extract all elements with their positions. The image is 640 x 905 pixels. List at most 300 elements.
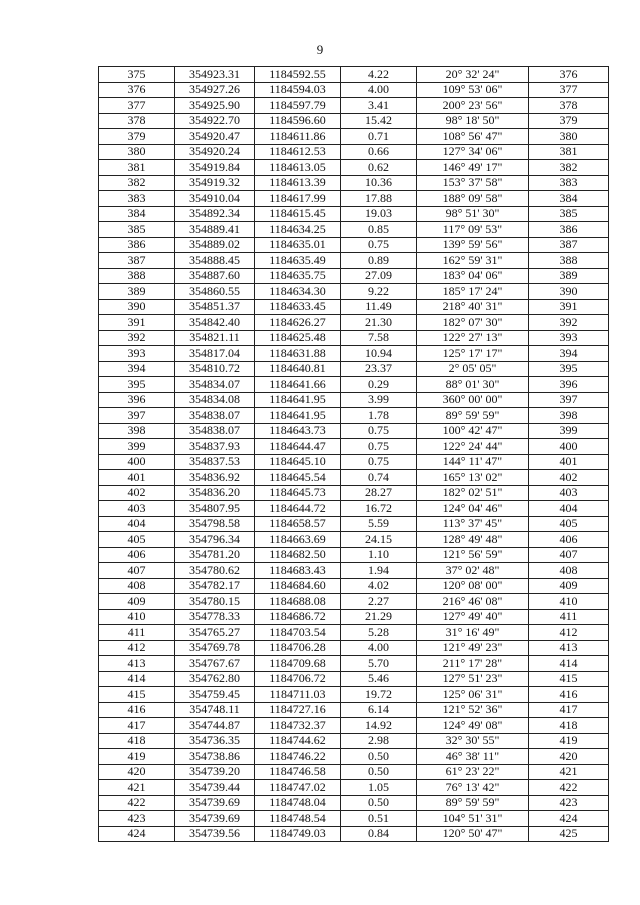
distance-cell: 1.05 [341,780,417,796]
y-coordinate-cell: 1184682.50 [255,547,341,563]
next-point-number-cell: 409 [529,578,609,594]
x-coordinate-cell: 354807.95 [175,501,255,517]
next-point-number-cell: 421 [529,764,609,780]
direction-angle-cell: 125° 06' 31" [417,687,529,703]
y-coordinate-cell: 1184611.86 [255,129,341,145]
x-coordinate-cell: 354834.08 [175,392,255,408]
point-number-cell: 424 [99,826,175,842]
next-point-number-cell: 412 [529,625,609,641]
table-row [99,702,609,718]
distance-cell: 5.70 [341,656,417,672]
y-coordinate-cell: 1184686.72 [255,609,341,625]
direction-angle-cell: 120° 08' 00" [417,578,529,594]
point-number-cell: 407 [99,563,175,579]
table-row [99,501,609,517]
y-coordinate-cell: 1184744.62 [255,733,341,749]
distance-cell: 28.27 [341,485,417,501]
distance-cell: 21.29 [341,609,417,625]
distance-cell: 3.99 [341,392,417,408]
point-number-cell: 376 [99,82,175,98]
point-number-cell: 416 [99,702,175,718]
y-coordinate-cell: 1184645.54 [255,470,341,486]
table-row [99,144,609,160]
next-point-number-cell: 423 [529,795,609,811]
point-number-cell: 375 [99,67,175,83]
x-coordinate-cell: 354798.58 [175,516,255,532]
x-coordinate-cell: 354836.92 [175,470,255,486]
next-point-number-cell: 390 [529,284,609,300]
x-coordinate-cell: 354889.41 [175,222,255,238]
next-point-number-cell: 413 [529,640,609,656]
point-number-cell: 402 [99,485,175,501]
y-coordinate-cell: 1184612.53 [255,144,341,160]
direction-angle-cell: 185° 17' 24" [417,284,529,300]
direction-angle-cell: 153° 37' 58" [417,175,529,191]
direction-angle-cell: 139° 59' 56" [417,237,529,253]
direction-angle-cell: 122° 27' 13" [417,330,529,346]
distance-cell: 2.27 [341,594,417,610]
distance-cell: 0.29 [341,377,417,393]
point-number-cell: 412 [99,640,175,656]
y-coordinate-cell: 1184613.05 [255,160,341,176]
next-point-number-cell: 416 [529,687,609,703]
direction-angle-cell: 121° 52' 36" [417,702,529,718]
y-coordinate-cell: 1184641.66 [255,377,341,393]
coordinates-table [98,66,609,842]
table-row [99,764,609,780]
next-point-number-cell: 398 [529,408,609,424]
point-number-cell: 399 [99,439,175,455]
point-number-cell: 394 [99,361,175,377]
y-coordinate-cell: 1184643.73 [255,423,341,439]
x-coordinate-cell: 354910.04 [175,191,255,207]
distance-cell: 0.50 [341,764,417,780]
table-row [99,687,609,703]
table-row [99,485,609,501]
table-row [99,67,609,83]
distance-cell: 7.58 [341,330,417,346]
table-row [99,113,609,129]
next-point-number-cell: 417 [529,702,609,718]
x-coordinate-cell: 354923.31 [175,67,255,83]
next-point-number-cell: 404 [529,501,609,517]
y-coordinate-cell: 1184626.27 [255,315,341,331]
x-coordinate-cell: 354739.20 [175,764,255,780]
y-coordinate-cell: 1184747.02 [255,780,341,796]
x-coordinate-cell: 354739.56 [175,826,255,842]
next-point-number-cell: 400 [529,439,609,455]
table-row [99,408,609,424]
next-point-number-cell: 403 [529,485,609,501]
next-point-number-cell: 397 [529,392,609,408]
next-point-number-cell: 380 [529,129,609,145]
next-point-number-cell: 376 [529,67,609,83]
direction-angle-cell: 117° 09' 53" [417,222,529,238]
y-coordinate-cell: 1184748.54 [255,811,341,827]
distance-cell: 14.92 [341,718,417,734]
table-row [99,191,609,207]
table-row [99,315,609,331]
point-number-cell: 410 [99,609,175,625]
distance-cell: 15.42 [341,113,417,129]
direction-angle-cell: 127° 49' 40" [417,609,529,625]
y-coordinate-cell: 1184634.25 [255,222,341,238]
y-coordinate-cell: 1184635.75 [255,268,341,284]
x-coordinate-cell: 354920.24 [175,144,255,160]
point-number-cell: 408 [99,578,175,594]
distance-cell: 10.36 [341,175,417,191]
x-coordinate-cell: 354817.04 [175,346,255,362]
x-coordinate-cell: 354781.20 [175,547,255,563]
table-row [99,640,609,656]
table-row [99,253,609,269]
point-number-cell: 390 [99,299,175,315]
direction-angle-cell: 2° 05' 05" [417,361,529,377]
point-number-cell: 406 [99,547,175,563]
next-point-number-cell: 424 [529,811,609,827]
point-number-cell: 382 [99,175,175,191]
y-coordinate-cell: 1184617.99 [255,191,341,207]
y-coordinate-cell: 1184709.68 [255,656,341,672]
distance-cell: 0.75 [341,237,417,253]
next-point-number-cell: 405 [529,516,609,532]
y-coordinate-cell: 1184746.58 [255,764,341,780]
next-point-number-cell: 399 [529,423,609,439]
x-coordinate-cell: 354762.80 [175,671,255,687]
x-coordinate-cell: 354739.44 [175,780,255,796]
coordinates-table-body [99,67,609,842]
point-number-cell: 388 [99,268,175,284]
y-coordinate-cell: 1184645.10 [255,454,341,470]
next-point-number-cell: 382 [529,160,609,176]
direction-angle-cell: 127° 34' 06" [417,144,529,160]
next-point-number-cell: 395 [529,361,609,377]
table-row [99,346,609,362]
next-point-number-cell: 394 [529,346,609,362]
x-coordinate-cell: 354739.69 [175,795,255,811]
table-row [99,299,609,315]
next-point-number-cell: 381 [529,144,609,160]
direction-angle-cell: 124° 49' 08" [417,718,529,734]
direction-angle-cell: 120° 50' 47" [417,826,529,842]
y-coordinate-cell: 1184645.73 [255,485,341,501]
table-row [99,160,609,176]
distance-cell: 4.02 [341,578,417,594]
direction-angle-cell: 31° 16' 49" [417,625,529,641]
distance-cell: 0.50 [341,749,417,765]
point-number-cell: 381 [99,160,175,176]
y-coordinate-cell: 1184635.01 [255,237,341,253]
x-coordinate-cell: 354887.60 [175,268,255,284]
direction-angle-cell: 128° 49' 48" [417,532,529,548]
point-number-cell: 377 [99,98,175,114]
direction-angle-cell: 98° 51' 30" [417,206,529,222]
point-number-cell: 414 [99,671,175,687]
x-coordinate-cell: 354851.37 [175,299,255,315]
y-coordinate-cell: 1184706.28 [255,640,341,656]
direction-angle-cell: 182° 07' 30" [417,315,529,331]
next-point-number-cell: 386 [529,222,609,238]
table-row [99,470,609,486]
table-row [99,594,609,610]
y-coordinate-cell: 1184732.37 [255,718,341,734]
point-number-cell: 395 [99,377,175,393]
direction-angle-cell: 216° 46' 08" [417,594,529,610]
next-point-number-cell: 415 [529,671,609,687]
x-coordinate-cell: 354744.87 [175,718,255,734]
x-coordinate-cell: 354765.27 [175,625,255,641]
direction-angle-cell: 104° 51' 31" [417,811,529,827]
table-row [99,656,609,672]
point-number-cell: 396 [99,392,175,408]
table-row [99,625,609,641]
direction-angle-cell: 109° 53' 06" [417,82,529,98]
y-coordinate-cell: 1184641.95 [255,392,341,408]
next-point-number-cell: 391 [529,299,609,315]
x-coordinate-cell: 354821.11 [175,330,255,346]
y-coordinate-cell: 1184746.22 [255,749,341,765]
y-coordinate-cell: 1184625.48 [255,330,341,346]
x-coordinate-cell: 354892.34 [175,206,255,222]
distance-cell: 24.15 [341,532,417,548]
x-coordinate-cell: 354836.20 [175,485,255,501]
distance-cell: 5.28 [341,625,417,641]
direction-angle-cell: 37° 02' 48" [417,563,529,579]
y-coordinate-cell: 1184644.72 [255,501,341,517]
table-row [99,392,609,408]
distance-cell: 2.98 [341,733,417,749]
distance-cell: 11.49 [341,299,417,315]
table-row [99,439,609,455]
x-coordinate-cell: 354782.17 [175,578,255,594]
x-coordinate-cell: 354888.45 [175,253,255,269]
table-row [99,206,609,222]
page-number: 9 [316,42,324,57]
x-coordinate-cell: 354780.62 [175,563,255,579]
direction-angle-cell: 182° 02' 51" [417,485,529,501]
table-row [99,237,609,253]
table-row [99,82,609,98]
point-number-cell: 400 [99,454,175,470]
x-coordinate-cell: 354736.35 [175,733,255,749]
next-point-number-cell: 384 [529,191,609,207]
x-coordinate-cell: 354810.72 [175,361,255,377]
next-point-number-cell: 388 [529,253,609,269]
x-coordinate-cell: 354838.07 [175,423,255,439]
point-number-cell: 383 [99,191,175,207]
table-row [99,532,609,548]
direction-angle-cell: 76° 13' 42" [417,780,529,796]
direction-angle-cell: 20° 32' 24" [417,67,529,83]
next-point-number-cell: 401 [529,454,609,470]
direction-angle-cell: 46° 38' 11" [417,749,529,765]
y-coordinate-cell: 1184641.95 [255,408,341,424]
table-row [99,547,609,563]
distance-cell: 17.88 [341,191,417,207]
point-number-cell: 403 [99,501,175,517]
next-point-number-cell: 377 [529,82,609,98]
table-row [99,826,609,842]
x-coordinate-cell: 354920.47 [175,129,255,145]
x-coordinate-cell: 354919.32 [175,175,255,191]
distance-cell: 0.66 [341,144,417,160]
direction-angle-cell: 125° 17' 17" [417,346,529,362]
point-number-cell: 387 [99,253,175,269]
distance-cell: 0.50 [341,795,417,811]
next-point-number-cell: 389 [529,268,609,284]
next-point-number-cell: 379 [529,113,609,129]
point-number-cell: 422 [99,795,175,811]
x-coordinate-cell: 354927.26 [175,82,255,98]
direction-angle-cell: 32° 30' 55" [417,733,529,749]
table-row [99,175,609,191]
point-number-cell: 409 [99,594,175,610]
point-number-cell: 393 [99,346,175,362]
direction-angle-cell: 188° 09' 58" [417,191,529,207]
table-row [99,811,609,827]
y-coordinate-cell: 1184688.08 [255,594,341,610]
distance-cell: 9.22 [341,284,417,300]
next-point-number-cell: 408 [529,563,609,579]
x-coordinate-cell: 354796.34 [175,532,255,548]
y-coordinate-cell: 1184596.60 [255,113,341,129]
next-point-number-cell: 407 [529,547,609,563]
y-coordinate-cell: 1184592.55 [255,67,341,83]
point-number-cell: 391 [99,315,175,331]
table-row [99,749,609,765]
next-point-number-cell: 419 [529,733,609,749]
y-coordinate-cell: 1184631.88 [255,346,341,362]
table-row [99,98,609,114]
table-row [99,795,609,811]
table-row [99,516,609,532]
y-coordinate-cell: 1184633.45 [255,299,341,315]
table-row [99,718,609,734]
point-number-cell: 389 [99,284,175,300]
x-coordinate-cell: 354922.70 [175,113,255,129]
point-number-cell: 417 [99,718,175,734]
x-coordinate-cell: 354738.86 [175,749,255,765]
y-coordinate-cell: 1184749.03 [255,826,341,842]
direction-angle-cell: 113° 37' 45" [417,516,529,532]
direction-angle-cell: 98° 18' 50" [417,113,529,129]
point-number-cell: 401 [99,470,175,486]
point-number-cell: 418 [99,733,175,749]
distance-cell: 1.10 [341,547,417,563]
y-coordinate-cell: 1184635.49 [255,253,341,269]
y-coordinate-cell: 1184615.45 [255,206,341,222]
direction-angle-cell: 360° 00' 00" [417,392,529,408]
point-number-cell: 423 [99,811,175,827]
direction-angle-cell: 89° 59' 59" [417,795,529,811]
y-coordinate-cell: 1184684.60 [255,578,341,594]
distance-cell: 6.14 [341,702,417,718]
next-point-number-cell: 402 [529,470,609,486]
distance-cell: 4.00 [341,82,417,98]
distance-cell: 21.30 [341,315,417,331]
distance-cell: 16.72 [341,501,417,517]
point-number-cell: 413 [99,656,175,672]
direction-angle-cell: 162° 59' 31" [417,253,529,269]
x-coordinate-cell: 354925.90 [175,98,255,114]
y-coordinate-cell: 1184658.57 [255,516,341,532]
distance-cell: 0.85 [341,222,417,238]
x-coordinate-cell: 354837.93 [175,439,255,455]
point-number-cell: 392 [99,330,175,346]
table-row [99,330,609,346]
distance-cell: 23.37 [341,361,417,377]
next-point-number-cell: 425 [529,826,609,842]
point-number-cell: 378 [99,113,175,129]
next-point-number-cell: 420 [529,749,609,765]
x-coordinate-cell: 354837.53 [175,454,255,470]
next-point-number-cell: 378 [529,98,609,114]
next-point-number-cell: 383 [529,175,609,191]
next-point-number-cell: 410 [529,594,609,610]
table-row [99,733,609,749]
distance-cell: 1.94 [341,563,417,579]
x-coordinate-cell: 354767.67 [175,656,255,672]
distance-cell: 27.09 [341,268,417,284]
y-coordinate-cell: 1184706.72 [255,671,341,687]
distance-cell: 3.41 [341,98,417,114]
distance-cell: 4.22 [341,67,417,83]
distance-cell: 0.74 [341,470,417,486]
distance-cell: 5.46 [341,671,417,687]
table-row [99,780,609,796]
next-point-number-cell: 396 [529,377,609,393]
point-number-cell: 419 [99,749,175,765]
point-number-cell: 421 [99,780,175,796]
distance-cell: 0.62 [341,160,417,176]
point-number-cell: 404 [99,516,175,532]
direction-angle-cell: 183° 04' 06" [417,268,529,284]
next-point-number-cell: 414 [529,656,609,672]
point-number-cell: 420 [99,764,175,780]
x-coordinate-cell: 354780.15 [175,594,255,610]
distance-cell: 4.00 [341,640,417,656]
table-row [99,284,609,300]
next-point-number-cell: 392 [529,315,609,331]
table-row [99,268,609,284]
direction-angle-cell: 121° 56' 59" [417,547,529,563]
distance-cell: 0.89 [341,253,417,269]
distance-cell: 0.71 [341,129,417,145]
table-row [99,222,609,238]
direction-angle-cell: 127° 51' 23" [417,671,529,687]
distance-cell: 19.03 [341,206,417,222]
table-row [99,377,609,393]
x-coordinate-cell: 354919.84 [175,160,255,176]
y-coordinate-cell: 1184663.69 [255,532,341,548]
direction-angle-cell: 88° 01' 30" [417,377,529,393]
point-number-cell: 405 [99,532,175,548]
table-row [99,578,609,594]
y-coordinate-cell: 1184683.43 [255,563,341,579]
x-coordinate-cell: 354842.40 [175,315,255,331]
next-point-number-cell: 385 [529,206,609,222]
y-coordinate-cell: 1184613.39 [255,175,341,191]
x-coordinate-cell: 354860.55 [175,284,255,300]
x-coordinate-cell: 354769.78 [175,640,255,656]
direction-angle-cell: 100° 42' 47" [417,423,529,439]
point-number-cell: 411 [99,625,175,641]
x-coordinate-cell: 354778.33 [175,609,255,625]
direction-angle-cell: 121° 49' 23" [417,640,529,656]
next-point-number-cell: 411 [529,609,609,625]
distance-cell: 10.94 [341,346,417,362]
x-coordinate-cell: 354834.07 [175,377,255,393]
